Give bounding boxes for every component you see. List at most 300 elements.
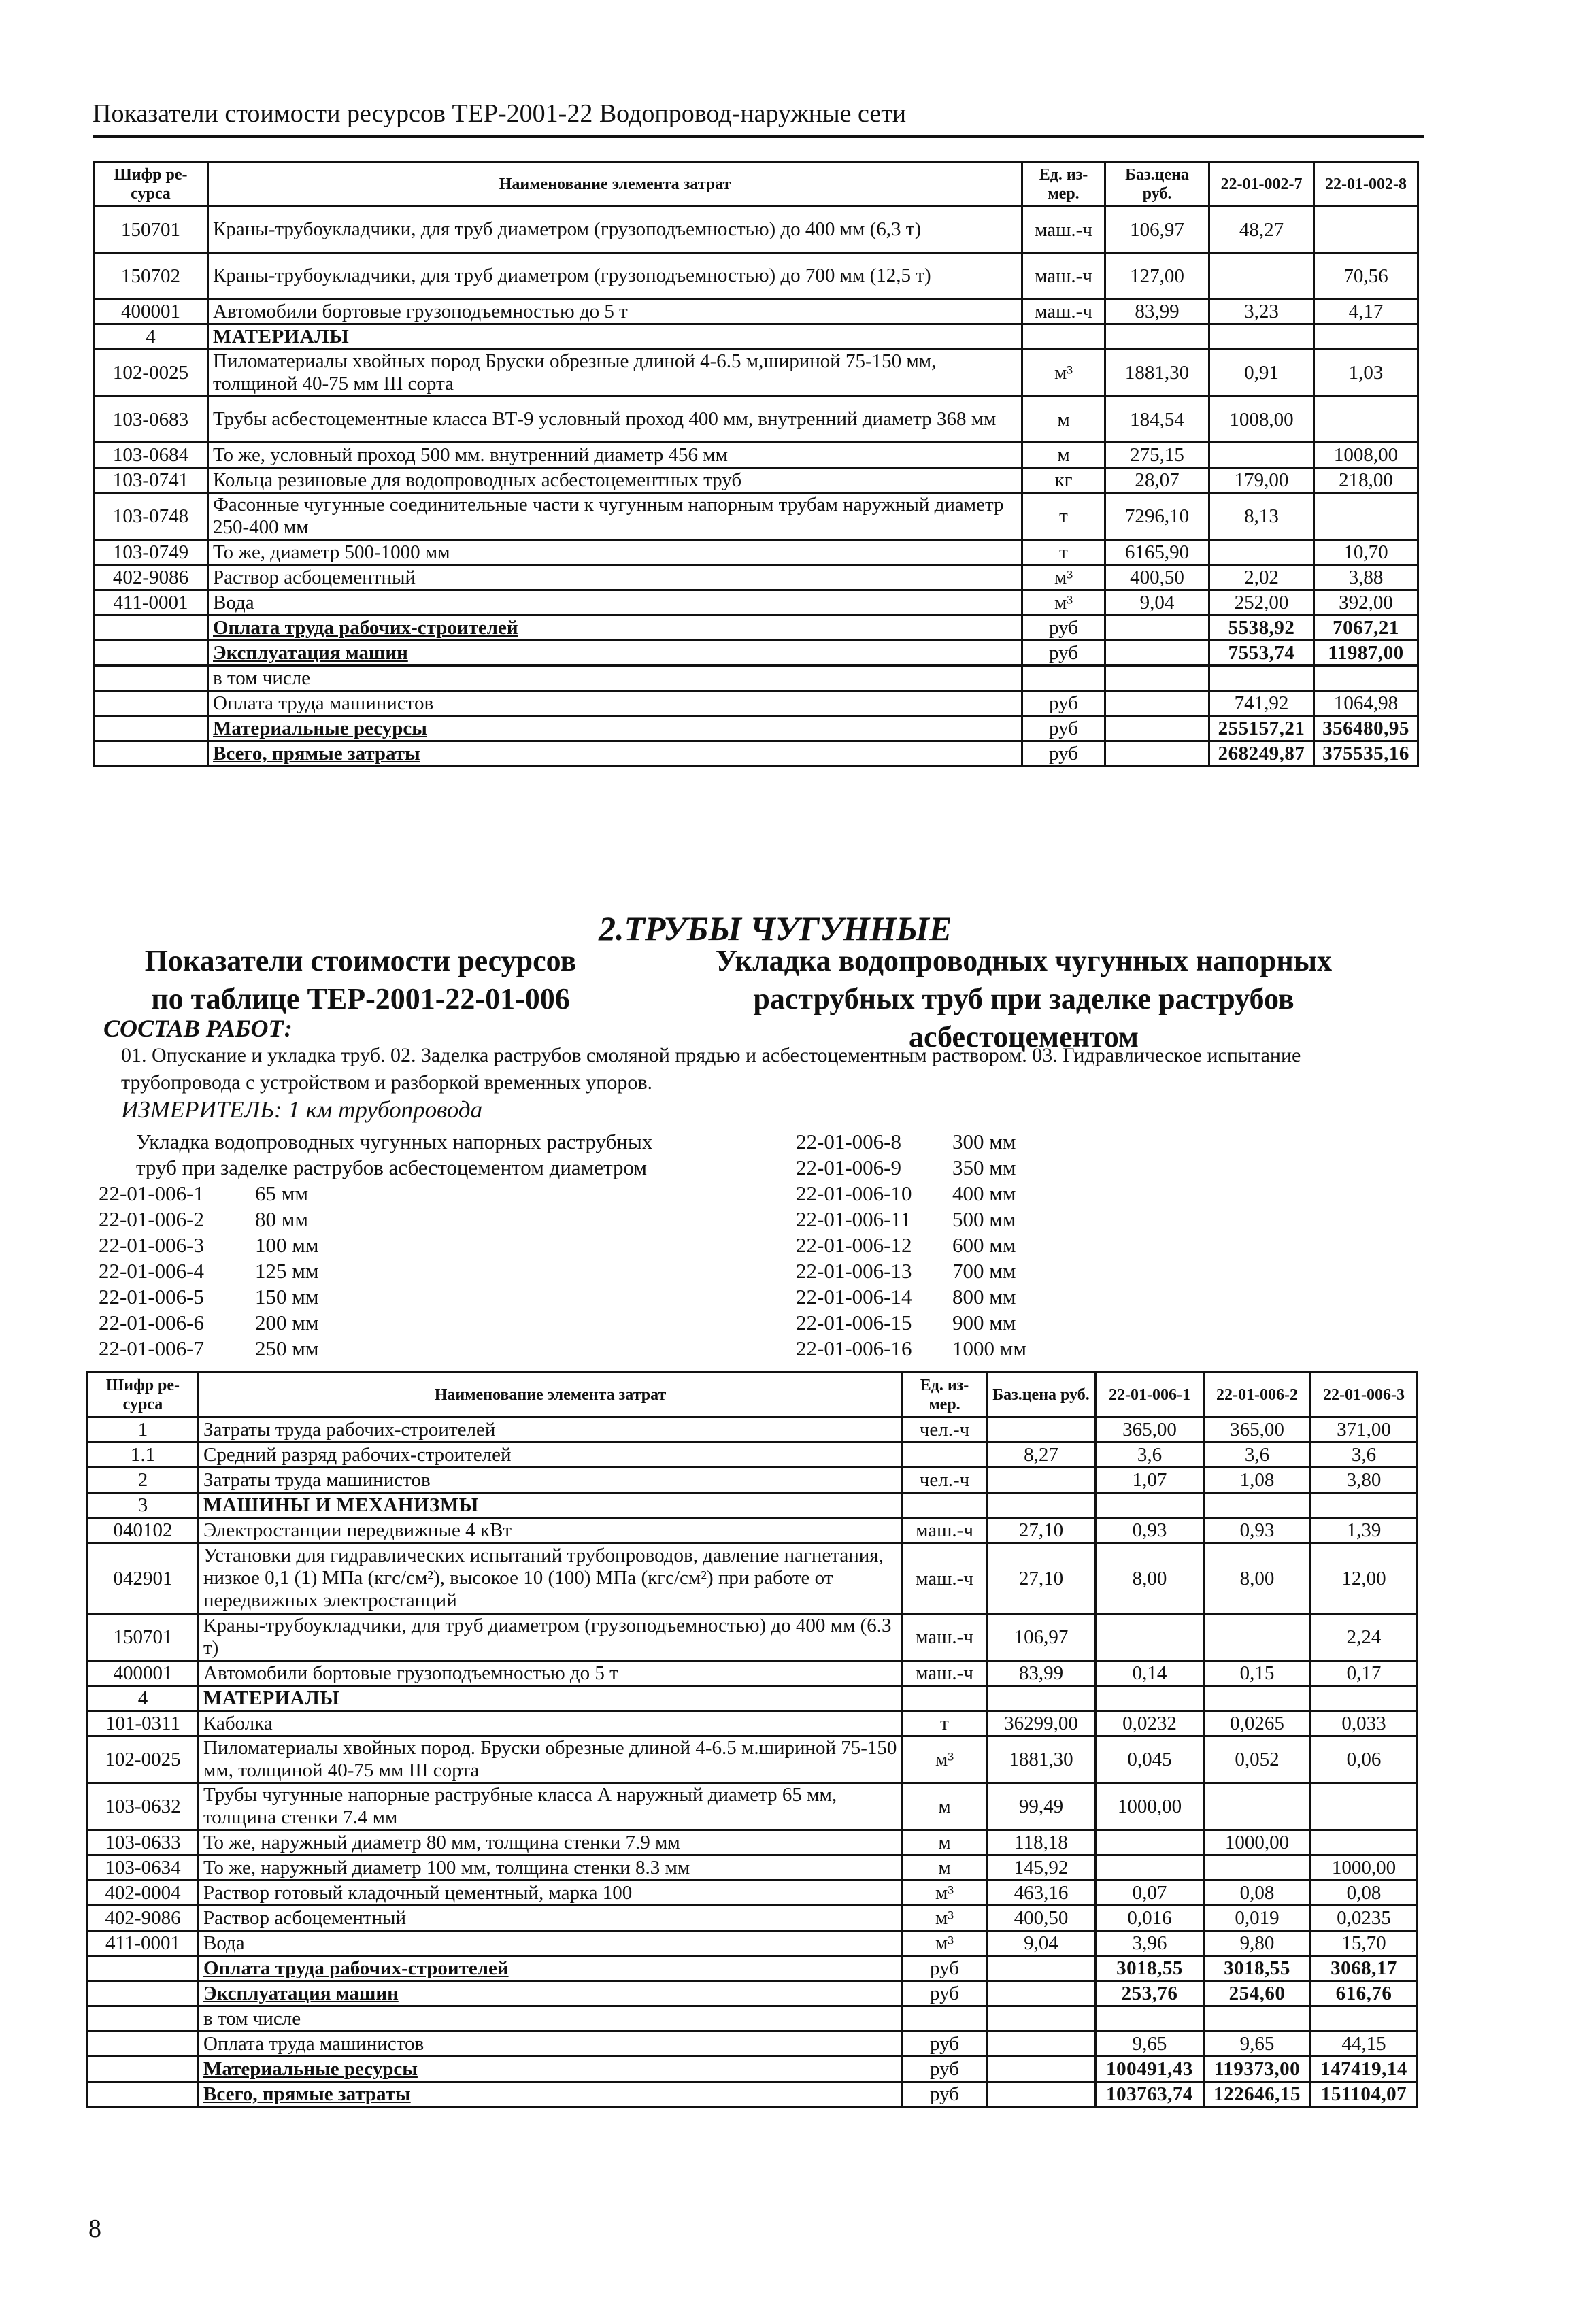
col-header-price: Баз.цена руб.	[1105, 162, 1209, 207]
size-list-item	[99, 1336, 318, 1362]
cost-element-name: Средний разряд рабочих-строителей	[199, 1443, 903, 1468]
total-value: 3068,17	[1311, 1956, 1418, 1981]
resource-code: 102-0025	[88, 1736, 199, 1783]
cost-element-name: Автомобили бортовые грузоподъемностью до 5 т	[208, 299, 1022, 324]
table-row	[94, 397, 1418, 443]
total-value: 122646,15	[1204, 2082, 1311, 2107]
size-list-item	[796, 1258, 1026, 1284]
cost-element-name: Раствор асбоцементный	[208, 565, 1022, 590]
table-row	[88, 1661, 1418, 1686]
total-label: Эксплуатация машин	[208, 641, 1022, 666]
total-value: 255157,21	[1209, 716, 1314, 741]
total-value: 44,15	[1311, 2032, 1418, 2057]
cost-element-name: МАШИНЫ И МЕХАНИЗМЫ	[199, 1493, 903, 1518]
norm-value: 3,6	[1311, 1443, 1418, 1468]
norm-value: 4,17	[1314, 299, 1418, 324]
total-row	[88, 2032, 1418, 2057]
total-value: 356480,95	[1314, 716, 1418, 741]
unit: маш.-ч	[903, 1661, 987, 1686]
table-row	[88, 1830, 1418, 1855]
total-label: Эксплуатация машин	[199, 1981, 903, 2006]
size-list-item	[796, 1284, 1026, 1310]
pipe-diameter: 250 мм	[255, 1336, 319, 1360]
norm-code: 22-01-006-7	[99, 1336, 204, 1360]
pipe-diameter: 200 мм	[255, 1311, 319, 1334]
base-price: 8,27	[987, 1443, 1096, 1468]
cost-element-name: Фасонные чугунные соединительные части к чугунным напорным трубам наружный диаметр 250-400 мм	[208, 493, 1022, 540]
base-price: 400,50	[1105, 565, 1209, 590]
resource-code: 402-9086	[88, 1906, 199, 1931]
norm-value: 0,06	[1311, 1736, 1418, 1783]
total-row	[94, 716, 1418, 741]
norm-code: 22-01-006-8	[796, 1130, 901, 1153]
base-price: 6165,90	[1105, 540, 1209, 565]
unit: т	[903, 1711, 987, 1736]
total-label: Всего, прямые затраты	[199, 2082, 903, 2107]
norm-value: 8,13	[1209, 493, 1314, 540]
table-row	[88, 1543, 1418, 1614]
table-row	[88, 1881, 1418, 1906]
resource-code: 103-0748	[94, 493, 208, 540]
norm-value	[1311, 1686, 1418, 1711]
empty-cell	[88, 2082, 199, 2107]
norm-value: 1000,00	[1096, 1783, 1204, 1830]
col-header-norm: 22-01-006-3	[1311, 1372, 1418, 1417]
empty-cell	[987, 2006, 1096, 2032]
total-label: Материальные ресурсы	[199, 2057, 903, 2082]
empty-cell	[1105, 716, 1209, 741]
unit: маш.-ч	[1022, 299, 1105, 324]
size-list-item	[796, 1310, 1026, 1336]
pipe-diameter: 80 мм	[255, 1207, 308, 1231]
resource-code: 1	[88, 1417, 199, 1443]
total-value: 1064,98	[1314, 691, 1418, 716]
page-number: 8	[88, 2214, 101, 2243]
norm-value: 0,08	[1204, 1881, 1311, 1906]
total-value: 119373,00	[1204, 2057, 1311, 2082]
table-row	[88, 1493, 1418, 1518]
table-row	[88, 1468, 1418, 1493]
resource-code: 101-0311	[88, 1711, 199, 1736]
empty-cell	[987, 1981, 1096, 2006]
empty-cell	[94, 691, 208, 716]
norm-value	[1096, 1493, 1204, 1518]
total-value	[1096, 2006, 1204, 2032]
norm-value	[1096, 1855, 1204, 1881]
cost-element-name: Установки для гидравлических испытаний трубопроводов, давление нагнетания, низкое 0,1 (1) МПа (кгс/см²), высокое 10 (100) МПа (кгс/см²) при работе от передвижных электростанций	[199, 1543, 903, 1614]
empty-cell	[88, 2057, 199, 2082]
pipe-diameter: 500 мм	[952, 1207, 1016, 1231]
norm-value: 8,00	[1096, 1543, 1204, 1614]
size-list-item	[796, 1207, 1026, 1232]
pipe-diameter: 400 мм	[952, 1181, 1016, 1205]
total-label: Оплата труда машинистов	[199, 2032, 903, 2057]
base-price: 83,99	[1105, 299, 1209, 324]
cost-element-name: Вода	[208, 590, 1022, 616]
total-value	[1204, 2006, 1311, 2032]
norm-value: 0,91	[1209, 350, 1314, 397]
total-value: 5538,92	[1209, 616, 1314, 641]
norm-value: 0,15	[1204, 1661, 1311, 1686]
total-value: 741,92	[1209, 691, 1314, 716]
norm-value: 0,0265	[1204, 1711, 1311, 1736]
norm-value: 9,80	[1204, 1931, 1311, 1956]
norm-value: 0,016	[1096, 1906, 1204, 1931]
total-row	[94, 641, 1418, 666]
norm-value: 0,17	[1311, 1661, 1418, 1686]
norm-code: 22-01-006-13	[796, 1259, 912, 1283]
unit: руб	[1022, 691, 1105, 716]
norm-value: 0,0235	[1311, 1906, 1418, 1931]
base-price: 106,97	[1105, 207, 1209, 253]
table-reference-title: Показатели стоимости ресурсов по таблице ТЕР-2001-22-01-006	[144, 944, 577, 1015]
norm-value: 3,6	[1204, 1443, 1311, 1468]
table-row	[94, 253, 1418, 299]
resource-code: 402-9086	[94, 565, 208, 590]
unit: руб	[903, 1956, 987, 1981]
base-price: 99,49	[987, 1783, 1096, 1830]
norm-value: 365,00	[1204, 1417, 1311, 1443]
unit: м³	[903, 1906, 987, 1931]
total-label: Материальные ресурсы	[208, 716, 1022, 741]
resource-code: 411-0001	[94, 590, 208, 616]
size-list-item	[99, 1232, 318, 1258]
norm-value: 1008,00	[1314, 443, 1418, 468]
pipe-diameter: 300 мм	[952, 1130, 1016, 1153]
unit	[1022, 324, 1105, 350]
col-header-norm: 22-01-006-1	[1096, 1372, 1204, 1417]
base-price: 463,16	[987, 1881, 1096, 1906]
total-value: 616,76	[1311, 1981, 1418, 2006]
unit: м³	[1022, 590, 1105, 616]
col-header-price: Баз.цена руб.	[987, 1372, 1096, 1417]
base-price: 27,10	[987, 1518, 1096, 1543]
pipe-diameter: 900 мм	[952, 1311, 1016, 1334]
norm-value: 0,045	[1096, 1736, 1204, 1783]
empty-cell	[94, 641, 208, 666]
resource-code: 402-0004	[88, 1881, 199, 1906]
table-row	[88, 1686, 1418, 1711]
norm-value: 252,00	[1209, 590, 1314, 616]
resource-cost-table-002	[93, 161, 1419, 767]
unit: маш.-ч	[903, 1543, 987, 1614]
unit: руб	[903, 2057, 987, 2082]
table-row	[94, 299, 1418, 324]
resource-code: 1.1	[88, 1443, 199, 1468]
unit	[903, 1443, 987, 1468]
resource-code: 103-0634	[88, 1855, 199, 1881]
norm-value: 2,02	[1209, 565, 1314, 590]
work-title: Укладка водопроводных чугунных напорных раструбных труб при заделке раструбов асбестоцементом	[715, 944, 1333, 1054]
unit	[903, 1686, 987, 1711]
norm-value: 1,07	[1096, 1468, 1204, 1493]
total-label: в том числе	[199, 2006, 903, 2032]
unit: маш.-ч	[903, 1614, 987, 1661]
resource-code: 040102	[88, 1518, 199, 1543]
table-row	[88, 1931, 1418, 1956]
total-row	[88, 2082, 1418, 2107]
total-row	[88, 2006, 1418, 2032]
unit: чел.-ч	[903, 1417, 987, 1443]
norm-value	[1096, 1614, 1204, 1661]
total-value: 147419,14	[1311, 2057, 1418, 2082]
table-row	[94, 468, 1418, 493]
table-row	[88, 1711, 1418, 1736]
total-row	[94, 691, 1418, 716]
empty-cell	[94, 666, 208, 691]
unit: руб	[903, 1981, 987, 2006]
unit: м³	[903, 1881, 987, 1906]
base-price: 1881,30	[987, 1736, 1096, 1783]
table-header-row	[94, 162, 1418, 207]
total-value: 7553,74	[1209, 641, 1314, 666]
norm-value: 179,00	[1209, 468, 1314, 493]
total-value: 100491,43	[1096, 2057, 1204, 2082]
empty-cell	[987, 2082, 1096, 2107]
total-value: 254,60	[1204, 1981, 1311, 2006]
cost-element-name: Пиломатериалы хвойных пород. Бруски обрезные длиной 4-6.5 м.шириной 75-150 мм, толщиной 40-75 мм III сорта	[199, 1736, 903, 1783]
norm-value: 392,00	[1314, 590, 1418, 616]
total-value: 103763,74	[1096, 2082, 1204, 2107]
norm-value	[1314, 493, 1418, 540]
intro-line: Укладка водопроводных чугунных напорных раструбных	[136, 1130, 653, 1153]
size-list-item	[796, 1336, 1026, 1362]
norm-value	[1209, 540, 1314, 565]
total-row	[88, 1981, 1418, 2006]
base-price	[987, 1686, 1096, 1711]
norm-value: 218,00	[1314, 468, 1418, 493]
empty-cell	[94, 716, 208, 741]
norm-value: 70,56	[1314, 253, 1418, 299]
resource-code: 150701	[94, 207, 208, 253]
size-list-item	[796, 1232, 1026, 1258]
norm-value: 0,08	[1311, 1881, 1418, 1906]
unit: м	[903, 1855, 987, 1881]
unit: м	[1022, 397, 1105, 443]
table-row	[88, 1855, 1418, 1881]
cost-element-name: Краны-трубоукладчики, для труб диаметром (грузоподъемностью) до 400 мм (6,3 т)	[208, 207, 1022, 253]
unit: руб	[1022, 641, 1105, 666]
unit: руб	[1022, 616, 1105, 641]
cost-element-name: Краны-трубоукладчики, для труб диаметром (грузоподъемностью) до 400 мм (6.3 т)	[199, 1614, 903, 1661]
norm-value	[1209, 443, 1314, 468]
pipe-diameter: 800 мм	[952, 1285, 1016, 1309]
unit: руб	[1022, 716, 1105, 741]
total-row	[94, 741, 1418, 767]
base-price: 127,00	[1105, 253, 1209, 299]
norm-value: 0,0232	[1096, 1711, 1204, 1736]
resource-code: 2	[88, 1468, 199, 1493]
resource-code: 103-0633	[88, 1830, 199, 1855]
norm-value: 0,07	[1096, 1881, 1204, 1906]
empty-cell	[987, 1956, 1096, 1981]
works-description: 01. Опускание и укладка труб. 02. Заделка раструбов смоляной прядью и асбестоцементным раствором. 03. Гидравлическое испытание трубопровода с устройством и разборкой временных упоров.	[121, 1044, 1301, 1094]
intro-lines	[136, 1129, 652, 1181]
norm-value	[1204, 1493, 1311, 1518]
norm-value: 3,80	[1311, 1468, 1418, 1493]
table-row	[88, 1736, 1418, 1783]
resource-code: 400001	[88, 1661, 199, 1686]
size-list-item	[99, 1181, 318, 1207]
empty-cell	[88, 2032, 199, 2057]
resource-code: 150702	[94, 253, 208, 299]
norm-value	[1096, 1686, 1204, 1711]
cost-element-name: Трубы чугунные напорные раструбные класса А наружный диаметр 65 мм, толщина стенки 7.4 мм	[199, 1783, 903, 1830]
base-price: 27,10	[987, 1543, 1096, 1614]
norm-code: 22-01-006-16	[796, 1336, 912, 1360]
base-price: 36299,00	[987, 1711, 1096, 1736]
resource-code: 150701	[88, 1614, 199, 1661]
cost-element-name: Трубы асбестоцементные класса ВТ-9 условный проход 400 мм, внутренний диаметр 368 мм	[208, 397, 1022, 443]
norm-value: 8,00	[1204, 1543, 1311, 1614]
size-list-item	[796, 1129, 1026, 1155]
resource-code: 103-0684	[94, 443, 208, 468]
total-value: 375535,16	[1314, 741, 1418, 767]
base-price: 9,04	[987, 1931, 1096, 1956]
norm-value	[1311, 1493, 1418, 1518]
size-list-right	[796, 1129, 1026, 1362]
unit: маш.-ч	[1022, 207, 1105, 253]
base-price: 106,97	[987, 1614, 1096, 1661]
total-label: Оплата труда машинистов	[208, 691, 1022, 716]
norm-value: 15,70	[1311, 1931, 1418, 1956]
total-label: Всего, прямые затраты	[208, 741, 1022, 767]
resource-code: 4	[94, 324, 208, 350]
norm-value	[1314, 324, 1418, 350]
unit: м	[1022, 443, 1105, 468]
table-row	[88, 1443, 1418, 1468]
intro-line: труб при заделке раструбов асбестоцементом диаметром	[136, 1156, 648, 1179]
norm-value: 365,00	[1096, 1417, 1204, 1443]
total-label: Оплата труда рабочих-строителей	[199, 1956, 903, 1981]
cost-element-name: Вода	[199, 1931, 903, 1956]
cost-element-name: Электростанции передвижные 4 кВт	[199, 1518, 903, 1543]
page-header: Показатели стоимости ресурсов ТЕР-2001-22 Водопровод-наружные сети	[93, 92, 1424, 138]
total-value: 9,65	[1096, 2032, 1204, 2057]
norm-value	[1209, 253, 1314, 299]
empty-cell	[1105, 691, 1209, 716]
table-row	[94, 350, 1418, 397]
base-price: 145,92	[987, 1855, 1096, 1881]
cost-element-name: Раствор готовый кладочный цементный, марка 100	[199, 1881, 903, 1906]
total-row	[94, 616, 1418, 641]
unit: м	[903, 1830, 987, 1855]
norm-value: 1008,00	[1209, 397, 1314, 443]
norm-value: 12,00	[1311, 1543, 1418, 1614]
norm-value: 3,88	[1314, 565, 1418, 590]
pipe-diameter: 700 мм	[952, 1259, 1016, 1283]
unit: маш.-ч	[1022, 253, 1105, 299]
cost-element-name: Затраты труда рабочих-строителей	[199, 1417, 903, 1443]
table-row	[94, 207, 1418, 253]
unit: руб	[903, 2032, 987, 2057]
pipe-diameter: 350 мм	[952, 1156, 1016, 1179]
unit	[903, 1493, 987, 1518]
norm-code: 22-01-006-6	[99, 1311, 204, 1334]
unit: м	[903, 1783, 987, 1830]
norm-value: 1000,00	[1311, 1855, 1418, 1881]
norm-code: 22-01-006-10	[796, 1181, 912, 1205]
cost-element-name: То же, диаметр 500-1000 мм	[208, 540, 1022, 565]
base-price: 28,07	[1105, 468, 1209, 493]
norm-value	[1311, 1783, 1418, 1830]
total-label: Оплата труда рабочих-строителей	[208, 616, 1022, 641]
norm-value: 3,6	[1096, 1443, 1204, 1468]
cost-element-name: То же, наружный диаметр 80 мм, толщина стенки 7.9 мм	[199, 1830, 903, 1855]
pipe-diameter: 125 мм	[255, 1259, 319, 1283]
pipe-diameter: 150 мм	[255, 1285, 319, 1309]
total-value: 9,65	[1204, 2032, 1311, 2057]
size-list-item	[796, 1155, 1026, 1181]
norm-code: 22-01-006-9	[796, 1156, 901, 1179]
empty-cell	[1105, 641, 1209, 666]
norm-code: 22-01-006-12	[796, 1233, 912, 1257]
table-row	[94, 493, 1418, 540]
pipe-diameter: 65 мм	[255, 1181, 308, 1205]
unit: руб	[903, 2082, 987, 2107]
total-value: 3018,55	[1204, 1956, 1311, 1981]
norm-value	[1204, 1614, 1311, 1661]
col-header-code: Шифр ре-сурса	[88, 1372, 199, 1417]
norm-code: 22-01-006-3	[99, 1233, 204, 1257]
base-price: 7296,10	[1105, 493, 1209, 540]
col-header-unit: Ед. из-мер.	[903, 1372, 987, 1417]
cost-element-name: Автомобили бортовые грузоподъемностью до 5 т	[199, 1661, 903, 1686]
unit	[1022, 666, 1105, 691]
norm-value: 3,96	[1096, 1931, 1204, 1956]
base-price	[987, 1417, 1096, 1443]
norm-value: 1000,00	[1204, 1830, 1311, 1855]
total-value	[1314, 666, 1418, 691]
norm-value: 0,93	[1096, 1518, 1204, 1543]
base-price	[987, 1493, 1096, 1518]
base-price: 118,18	[987, 1830, 1096, 1855]
resource-code: 102-0025	[94, 350, 208, 397]
unit: чел.-ч	[903, 1468, 987, 1493]
resource-cost-table-006	[86, 1371, 1418, 2108]
norm-value: 0,019	[1204, 1906, 1311, 1931]
col-header-norm: 22-01-006-2	[1204, 1372, 1311, 1417]
pipe-diameter: 100 мм	[255, 1233, 319, 1257]
empty-cell	[94, 741, 208, 767]
norm-value: 371,00	[1311, 1417, 1418, 1443]
total-value: 151104,07	[1311, 2082, 1418, 2107]
norm-value: 0,14	[1096, 1661, 1204, 1686]
empty-cell	[1105, 616, 1209, 641]
norm-code: 22-01-006-5	[99, 1285, 204, 1309]
table-row	[94, 565, 1418, 590]
resource-code: 400001	[94, 299, 208, 324]
norm-value	[1204, 1855, 1311, 1881]
norm-value	[1314, 207, 1418, 253]
norm-code: 22-01-006-2	[99, 1207, 204, 1231]
base-price: 1881,30	[1105, 350, 1209, 397]
size-list-item	[99, 1310, 318, 1336]
pipe-diameter: 1000 мм	[952, 1336, 1026, 1360]
col-header-norm: 22-01-002-8	[1314, 162, 1418, 207]
resource-code: 103-0749	[94, 540, 208, 565]
resource-code: 4	[88, 1686, 199, 1711]
cost-element-name: Затраты труда машинистов	[199, 1468, 903, 1493]
resource-code: 3	[88, 1493, 199, 1518]
col-header-code: Шифр ре-сурса	[94, 162, 208, 207]
table-row	[88, 1614, 1418, 1661]
cost-element-name: Раствор асбоцементный	[199, 1906, 903, 1931]
norm-value: 0,93	[1204, 1518, 1311, 1543]
norm-code: 22-01-006-15	[796, 1311, 912, 1334]
size-list-item	[796, 1181, 1026, 1207]
table-header-row	[88, 1372, 1418, 1417]
